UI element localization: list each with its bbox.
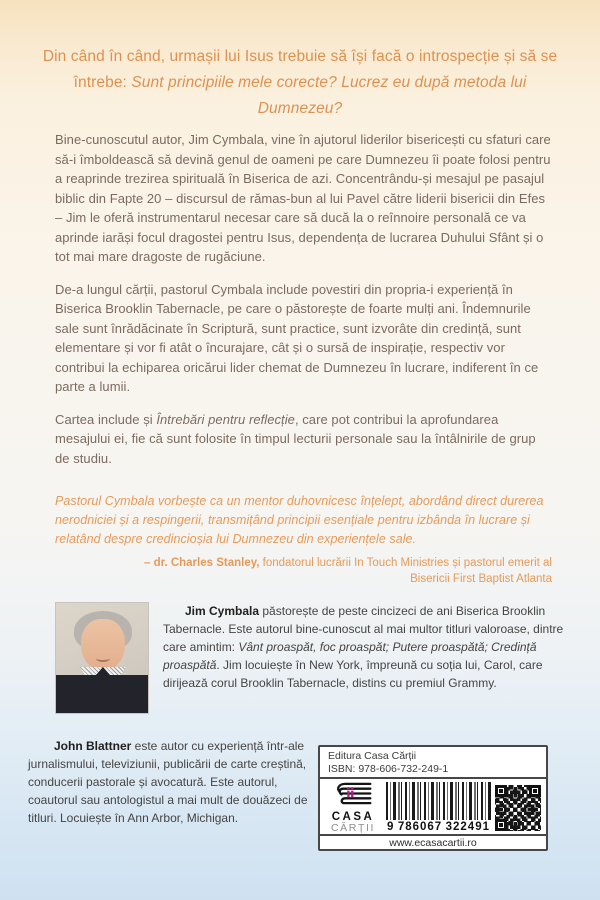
description-paragraph-2: De-a lungul cărții, pastorul Cymbala include povestiri din propria-i experiență în Biserica Brooklin Tabernacle, pe care o păstorește de foarte mulți ani. Îndemnurile sale sunt înrădăcinate în Scriptură, sunt practice, sunt izvorâte din credință, sunt elementare și vor fi atât o încurajare, cât și o sursă de inspirație, respectiv vor contribui la echiparea oricărui lider chemat de Dumnezeu în lucrare, indiferent în ce parte a lumii. <box>55 281 539 394</box>
photo-face <box>81 619 125 671</box>
author-bio-john <box>28 737 314 827</box>
john-text: este autor cu experiență într-ale jurnalismului, televiziunii, publicării de carte creștină, conducerii pastorale și avocatură. Este autorul, coautorul sau antologistul a mai mult de douăzeci de titluri. Locuiește în Ann Arbor, Michigan. <box>28 739 308 825</box>
barcode-bars <box>386 782 491 820</box>
qr-finder <box>529 785 541 797</box>
publisher-middle <box>320 779 546 834</box>
author-photo <box>55 602 149 714</box>
casa-cartii-logo <box>324 781 382 834</box>
book-description <box>55 130 552 481</box>
qr-finder <box>495 819 507 831</box>
publisher-box <box>318 745 548 851</box>
description-paragraph-1: Bine-cunoscutul autor, Jim Cymbala, vine în ajutorul liderilor bisericești cu sfaturi care să-i îmboldească să devină genul de oameni pe care Dumnezeu îi poate folosi pentru a reaprinde trezirea spirituală în Biserica de azi. Concentrându-și mesajul pe pasajul biblic din Fapte 20 – discursul de rămas-bun al lui Pavel către liderii bisericii din Efes – Jim le oferă instrumentarul necesar care să ducă la o reînnoire personală ce va aprinde iarăși focul dragostei pentru Isus, dependența de lucrarea Duhului Sfânt și o tot mai mare dragoste de rugăciune. <box>55 132 551 264</box>
barcode-digit-group-3: 322491 <box>445 820 490 833</box>
barcode-digits <box>386 821 491 834</box>
qr-code-icon <box>495 785 541 831</box>
author-bio-jim <box>55 602 567 714</box>
endorsement-quote: Pastorul Cymbala vorbește ca un mentor duhovnicesc înțelept, abordând direct durerea nerodniciei și a respingerii, transmițând principii esențiale pentru izbânda în lucrare și relatând despre credincioșia lui Dumnezeu din experiențele sale. <box>55 494 544 546</box>
publisher-header <box>320 747 546 779</box>
book-logo-icon <box>331 781 375 806</box>
paragraph-3-text: Cartea include și <box>55 411 157 427</box>
top-quote-italic: Sunt principiile mele corecte? Lucrez eu după metoda lui Dumnezeu? <box>131 74 527 117</box>
logo-text-casa: CASA <box>331 811 375 823</box>
jim-bio-text <box>163 602 567 714</box>
isbn: ISBN: 978-606-732-249-1 <box>328 762 449 775</box>
photo-smile <box>96 655 110 662</box>
top-quote <box>38 44 562 122</box>
barcode-digit-group-2: 786067 <box>397 820 443 833</box>
photo-sweater <box>56 675 148 713</box>
paragraph-3-italic-title: Întrebări pentru reflecție <box>156 411 295 427</box>
endorsement-block <box>55 492 552 587</box>
endorser-name: – dr. Charles Stanley, <box>143 557 260 569</box>
website-url: www.ecasacartii.ro <box>320 834 546 852</box>
john-bio-text <box>28 737 314 827</box>
barcode <box>382 782 495 834</box>
endorsement-attribution <box>112 556 552 587</box>
qr-finder <box>495 785 507 797</box>
john-name: John Blattner <box>54 739 132 753</box>
paragraph-3-text-after: , care pot contribui la aprofundarea mesajului ei, fie că sunt folosite în timpul lecturii personale sau la întâlnirile de grup de studiu. <box>55 411 536 466</box>
endorser-title: fondatorul lucrării In Touch Ministries și pastorul emerit al Bisericii First Baptist Atlanta <box>259 557 552 585</box>
top-quote-regular: Din când în când, urmașii lui Isus trebuie să își facă o introspecție și să se întrebe: <box>42 48 558 91</box>
logo-text-cartii: CĂRȚII <box>330 822 376 834</box>
publisher-name: Editura Casa Cărții <box>328 750 417 762</box>
barcode-digit-group-1: 9 <box>387 820 395 833</box>
description-paragraph-3 <box>55 410 552 469</box>
jim-book-titles: Vânt proaspăt, foc proaspăt; Putere proaspătă; Credință proaspătă <box>163 640 537 672</box>
jim-text-2: . Jim locuiește în New York, împreună cu soția lui, Carol, care dirijează corul Brooklin Tabernacle, distins cu premiul Grammy. <box>163 658 543 690</box>
jim-text-1: păstorește de peste cincizeci de ani Biserica Brooklin Tabernacle. Este autorul bine-cunoscut al mai multor titluri valoroase, dintre care amintim: <box>163 604 564 654</box>
jim-name: Jim Cymbala <box>185 604 260 618</box>
